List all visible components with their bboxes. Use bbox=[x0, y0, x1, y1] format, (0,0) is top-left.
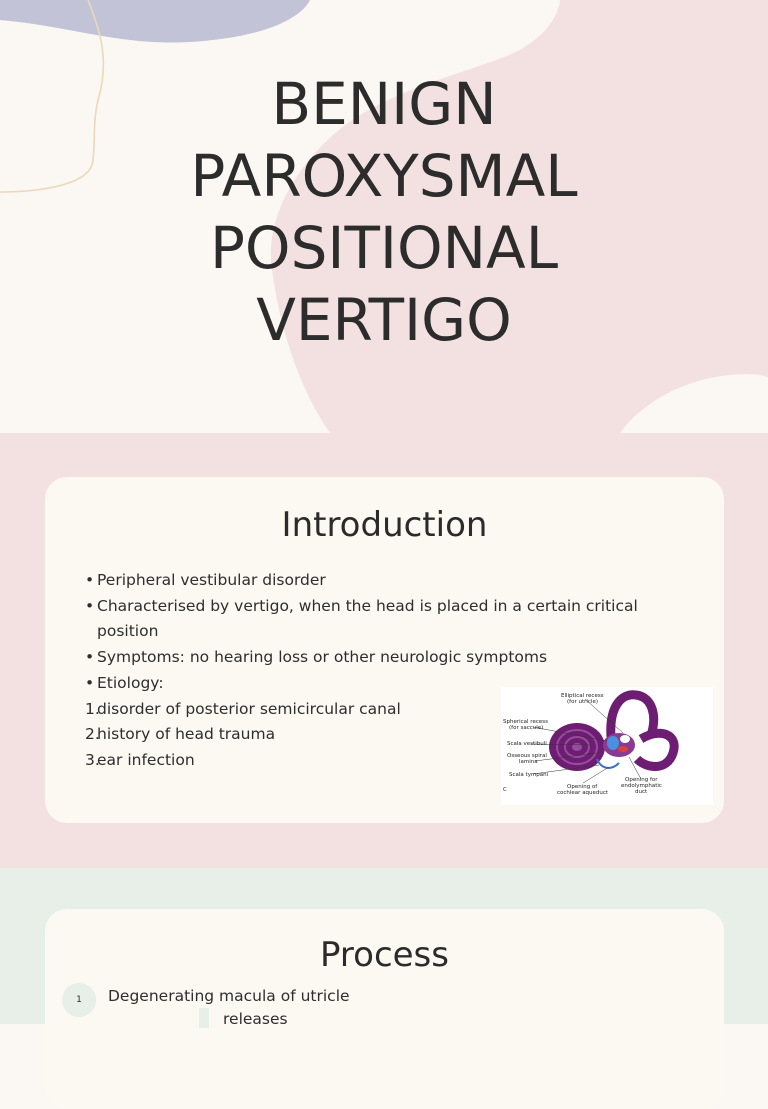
item-text: ear infection bbox=[97, 750, 195, 769]
bullet-item: • Etiology: bbox=[85, 671, 685, 697]
item-number: 2. bbox=[85, 725, 100, 744]
diagram-label: cochlear aqueduct bbox=[557, 790, 609, 796]
title-line: BENIGN bbox=[271, 70, 497, 138]
step-number-badge: 1 bbox=[62, 983, 96, 1017]
title-line: POSITIONAL bbox=[209, 214, 559, 282]
diagram-label: duct bbox=[635, 789, 648, 795]
diagram-label: endolymphatic bbox=[621, 783, 662, 789]
diagram-label: (for utricle) bbox=[567, 699, 598, 705]
cochlea-shape bbox=[549, 723, 605, 771]
diagram-label: C bbox=[503, 787, 507, 793]
process-card bbox=[45, 909, 724, 1109]
diagram-label: Spherical recess bbox=[503, 719, 548, 725]
item-text: history of head trauma bbox=[97, 725, 276, 744]
diagram-label: Scala vestibuli bbox=[507, 741, 547, 747]
process-section bbox=[0, 868, 768, 1028]
step-text bbox=[108, 985, 368, 1031]
bullet-item: • Symptoms: no hearing loss or other neurologic symptoms bbox=[85, 645, 685, 671]
diagram-label: Opening of bbox=[567, 784, 598, 790]
title-line: PAROXYSMAL bbox=[190, 142, 578, 210]
title-hero bbox=[0, 0, 768, 433]
item-number: 3. bbox=[85, 750, 100, 769]
lavender-blob bbox=[0, 0, 310, 43]
bullet-item: • Peripheral vestibular disorder bbox=[85, 568, 685, 594]
diagram-label: Osseous spiral bbox=[507, 753, 547, 759]
red-marker bbox=[618, 746, 628, 752]
diagram-label: Scala tympani bbox=[509, 772, 549, 778]
diagram-label: Elliptical recess bbox=[561, 693, 604, 699]
step-line: releases bbox=[223, 1010, 288, 1028]
diagram-label: lamina bbox=[519, 759, 538, 765]
item-text: disorder of posterior semicircular canal bbox=[97, 699, 401, 718]
introduction-heading: Introduction bbox=[281, 505, 488, 545]
diagram-label: Opening for bbox=[625, 777, 658, 783]
elliptical-recess bbox=[620, 735, 630, 743]
item-number: 1. bbox=[85, 699, 100, 718]
step-line: Degenerating macula of utricle bbox=[108, 987, 350, 1005]
introduction-card bbox=[45, 477, 724, 823]
inner-ear-diagram bbox=[501, 687, 713, 805]
title-line: VERTIGO bbox=[256, 286, 512, 354]
spherical-recess bbox=[607, 736, 619, 750]
introduction-section bbox=[0, 433, 768, 868]
process-heading: Process bbox=[320, 935, 449, 975]
diagram-label: (for saccule) bbox=[509, 725, 544, 731]
page-title bbox=[0, 68, 768, 356]
bullet-item: • Characterised by vertigo, when the head is placed in a certain critical position bbox=[85, 594, 685, 645]
